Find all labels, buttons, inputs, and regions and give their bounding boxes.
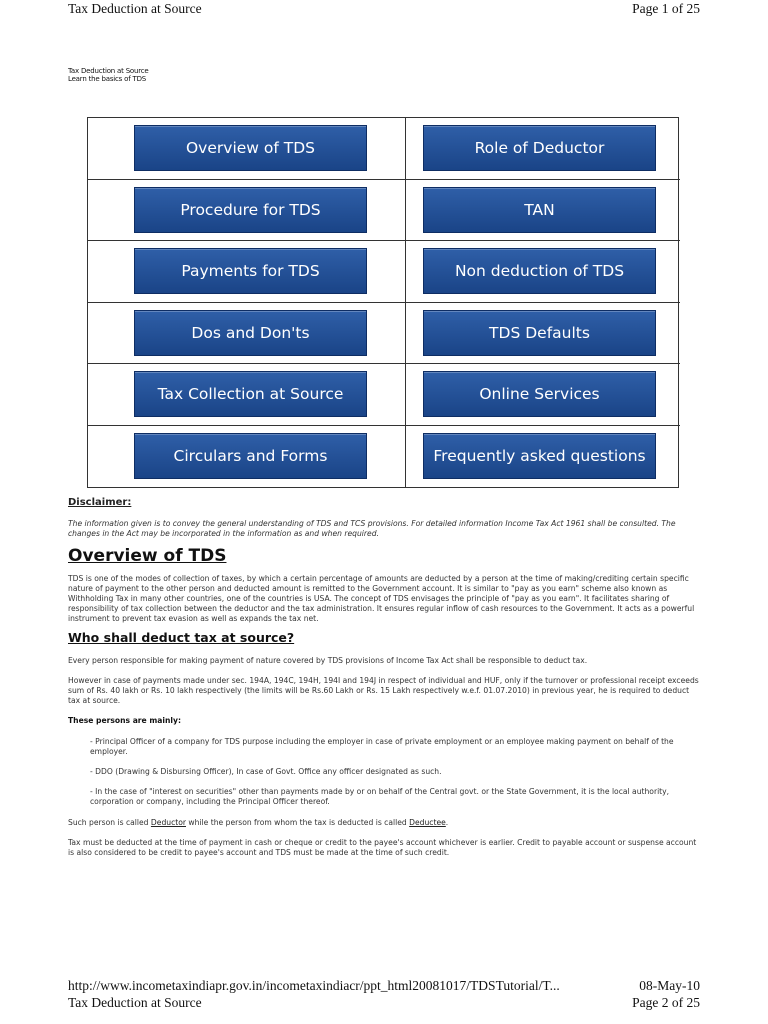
subtitle-line-1: Tax Deduction at Source (68, 67, 149, 75)
menu-cell (88, 180, 406, 242)
print-header (68, 1, 700, 19)
sentence-part: Such person is called (68, 818, 151, 827)
tds-menu-grid (87, 117, 679, 488)
deductee-link[interactable]: Deductee (409, 818, 446, 827)
footer-title: Tax Deduction at Source (68, 995, 202, 1010)
tan-button[interactable]: TAN (423, 187, 656, 233)
tds-defaults-button[interactable]: TDS Defaults (423, 310, 656, 356)
menu-cell (406, 241, 680, 303)
menu-cell (88, 303, 406, 365)
overview-paragraph: TDS is one of the modes of collection of taxes, by which a certain percentage of amounts are deducted by a person at the time of making/crediting certain specific nature of payment to the other person and deducted amount is remitted to the Government account. It is similar to "pay as you earn" scheme also known as Withholding Tax in many other countries, one of the countries is USA. The concept of TDS envisages the principle of "pay as you earn". It facilitates sharing of responsibility of tax collection between the deductor and the tax administration. It ensures regular inflow of cash resources to the Government. It acts as a powerful instrument to prevent tax evasion as well as expands the tax net. (68, 574, 695, 623)
dos-and-donts-button[interactable]: Dos and Don'ts (134, 310, 367, 356)
overview-of-tds-button[interactable]: Overview of TDS (134, 125, 367, 171)
payments-for-tds-button[interactable]: Payments for TDS (134, 248, 367, 294)
faq-button[interactable]: Frequently asked questions (423, 433, 656, 479)
deductor-link[interactable]: Deductor (150, 818, 186, 827)
header-page-number: Page 1 of 25 (632, 1, 700, 16)
menu-cell (406, 364, 680, 426)
bullet-interest-securities: - In the case of "interest on securities" other than payments made by or on behalf of the Central govt. or the State Government, it is the local authority, corporation or company, including the Principal Officer thereof. (90, 787, 670, 806)
role-of-deductor-button[interactable]: Role of Deductor (423, 125, 656, 171)
deductor-deductee-sentence (68, 818, 700, 828)
menu-cell (406, 180, 680, 242)
sentence-part: . (445, 818, 449, 827)
sentence-part: while the person from whom the tax is deducted is called (186, 818, 410, 827)
procedure-for-tds-button[interactable]: Procedure for TDS (134, 187, 367, 233)
bullet-ddo: - DDO (Drawing & Disbursing Officer), In case of Govt. Office any officer designated as such. (90, 767, 442, 776)
who-deducts-heading: Who shall deduct tax at source? (68, 630, 295, 645)
disclaimer-text: The information given is to convey the general understanding of TDS and TCS provisions. For detailed information Income Tax Act 1961 shall be consulted. The changes in the Act may be incorporated in the information as and when required. (68, 519, 676, 538)
footer-url: http://www.incometaxindiapr.gov.in/incometaxindiacr/ppt_html20081017/TDSTutorial/T... (68, 978, 560, 993)
subtitle-line-2: Learn the basics of TDS (68, 75, 147, 83)
menu-cell (88, 426, 406, 488)
print-footer-url-row (68, 978, 700, 994)
circulars-and-forms-button[interactable]: Circulars and Forms (134, 433, 367, 479)
disclaimer-heading: Disclaimer: (68, 497, 132, 508)
menu-cell (88, 364, 406, 426)
tax-collection-at-source-button[interactable]: Tax Collection at Source (134, 371, 367, 417)
who-paragraph-1: Every person responsible for making payment of nature covered by TDS provisions of Income Tax Act shall be responsible to deduct tax. (68, 656, 588, 665)
menu-cell (406, 118, 680, 180)
persons-mainly-label: These persons are mainly: (68, 716, 181, 725)
bullet-principal-officer: - Principal Officer of a company for TDS purpose including the employer in case of private employment or an employee making payment on behalf of the employer. (90, 737, 674, 756)
footer-date: 08-May-10 (639, 978, 700, 993)
print-footer (68, 995, 700, 1011)
menu-cell (406, 303, 680, 365)
non-deduction-of-tds-button[interactable]: Non deduction of TDS (423, 248, 656, 294)
header-title: Tax Deduction at Source (68, 1, 202, 16)
who-paragraph-last: Tax must be deducted at the time of payment in cash or cheque or credit to the payee's account whichever is earlier. Credit to payable account or suspense account is also considered to be credit to payee's account and TDS must be made at the time of such credit. (68, 838, 697, 857)
page-subtitle (68, 67, 149, 83)
overview-heading: Overview of TDS (68, 546, 227, 566)
menu-cell (88, 241, 406, 303)
who-paragraph-2: However in case of payments made under sec. 194A, 194C, 194H, 194I and 194J in respect of individual and HUF, only if the turnover or professional receipt exceeds sum of Rs. 40 lakh or Rs. 10 lakh respectively (the limits will be Rs.60 Lakh or Rs. 15 Lakh respectively w.e.f. 01.07.2010) in previous year, he is required to deduct tax at source. (68, 676, 699, 705)
footer-page-number: Page 2 of 25 (632, 995, 700, 1010)
menu-cell (406, 426, 680, 488)
menu-cell (88, 118, 406, 180)
online-services-button[interactable]: Online Services (423, 371, 656, 417)
